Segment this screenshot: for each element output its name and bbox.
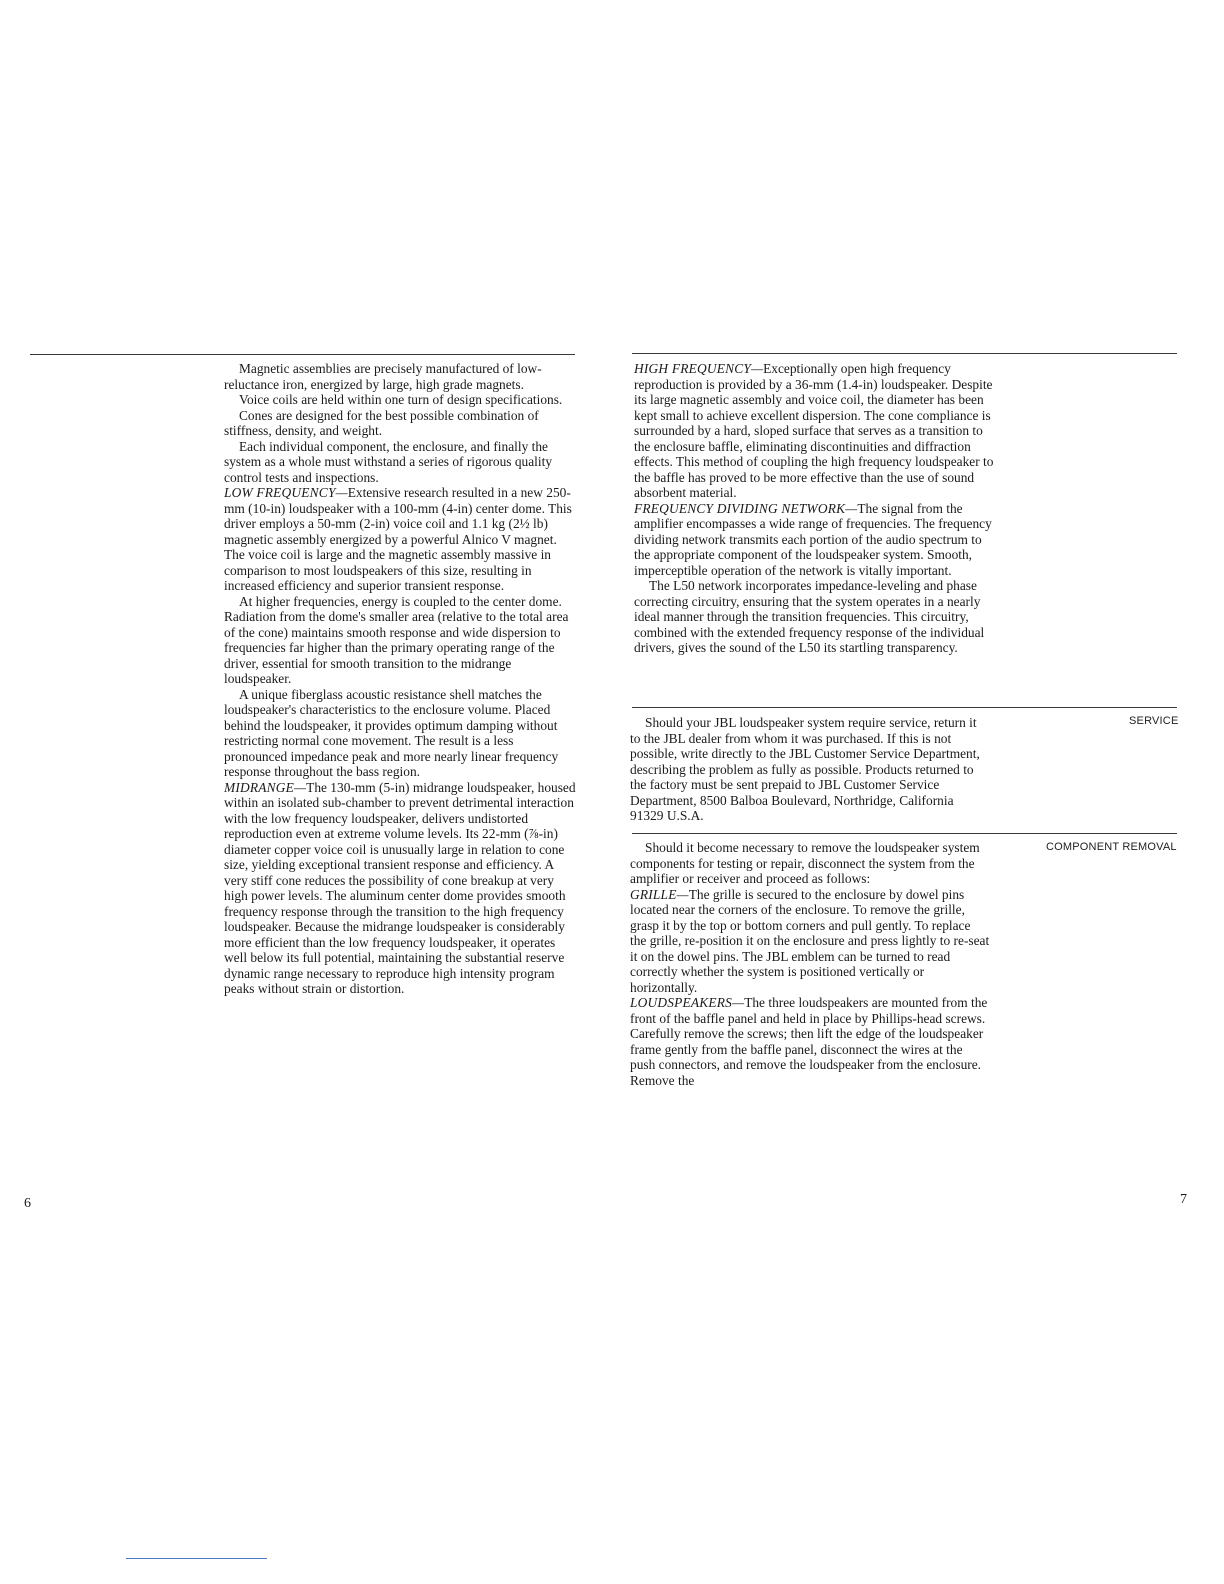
component-removal-heading: COMPONENT REMOVAL	[1046, 841, 1177, 853]
service-paragraph: Should your JBL loudspeaker system require service, return it to the JBL dealer from whom it was purchased. If this is not possible, write directly to the JBL Customer Service Department, describing the problem as fully as possible. Products returned to the factory must be sent prepaid to JBL Customer Service Department, 8500 Balboa Boulevard, Northridge, California 91329 U.S.A.	[630, 715, 980, 823]
right-top-rule	[632, 353, 1177, 354]
service-heading: SERVICE	[1129, 715, 1179, 727]
grille-paragraph: GRILLE—The grille is secured to the enclosure by dowel pins located near the corners of the enclosure. To remove the grille, grasp it by the top or bottom corners and pull gently. To replace the grille, re-position it on the enclosure and press lightly to re-seat it on the dowel pins. The JBL emblem can be turned to read correctly whether the system is positioned vertically or horizontally.	[630, 886, 990, 995]
midrange-paragraph: MIDRANGE—The 130-mm (5-in) midrange loudspeaker, housed within an isolated sub-chamber to prevent detrimental interaction with the low frequency loudspeaker, delivers undistorted reproduction even at extreme volume levels. Its 22-mm (⅞-in) diameter copper voice coil is unusually large in relation to cone size, yielding exceptional transient response and efficiency. A very stiff cone reduces the possibility of cone breakup at very high power levels. The aluminum center dome provides smooth frequency response through the transition to the high frequency loudspeaker. Because the midrange loudspeaker is considerably more efficient than the low frequency loudspeaker, it operates well below its full potential, maintaining the substantial reserve dynamic range necessary to reproduce high intensity program peaks without strain or distortion.	[224, 779, 576, 996]
low-frequency-paragraph: LOW FREQUENCY—Extensive research resulted in a new 250-mm (10-in) loudspeaker with a 100-mm (4-in) center dome. This driver employs a 50-mm (2-in) voice coil and 1.1 kg (2½ lb) magnetic assembly energized by a powerful Alnico V magnet. The voice coil is large and the magnetic assembly massive in comparison to most loudspeakers of this size, resulting in increased efficiency and superior transient response.	[224, 485, 572, 593]
scan-mark	[126, 1558, 267, 1559]
left-top-rule	[30, 354, 575, 355]
paragraph: A unique fiberglass acoustic resistance shell matches the loudspeaker's characteristics to the enclosure volume. Placed behind the loudspeaker, it provides optimum damping without restricting normal cone movement. The result is a less pronounced impedance peak and more nearly linear frequency response throughout the bass region.	[224, 686, 559, 779]
page-number-left: 6	[24, 1196, 31, 1211]
paragraph: Should it become necessary to remove the loudspeaker system components for testing or repair, disconnect the system from the amplifier or receiver and proceed as follows:	[630, 840, 980, 886]
page-number-right: 7	[1180, 1192, 1187, 1207]
paragraph: Each individual component, the enclosure, and finally the system as a whole must withstand a series of rigorous quality control tests and inspections.	[224, 438, 553, 485]
paragraph: Voice coils are held within one turn of design specifications.	[239, 392, 563, 407]
paragraph: Cones are designed for the best possible combination of stiffness, density, and weight.	[224, 407, 539, 438]
service-rule	[632, 707, 1177, 708]
run-in-heading: FREQUENCY DIVIDING NETWORK—	[634, 500, 858, 516]
run-in-heading: GRILLE—	[630, 886, 689, 902]
paragraph: Magnetic assemblies are precisely manufactured of low-reluctance iron, energized by large, high grade magnets.	[224, 361, 542, 392]
component-removal-rule	[632, 833, 1177, 834]
run-in-heading: HIGH FREQUENCY—	[634, 361, 764, 376]
paragraph: At higher frequencies, energy is coupled to the center dome. Radiation from the dome's smaller area (relative to the total area of the cone) maintains smooth response and wide dispersion to frequencies far higher than the primary operating range of the driver, essential for smooth transition to the midrange loudspeaker.	[224, 593, 569, 686]
run-in-heading: MIDRANGE—	[224, 779, 307, 795]
paragraph: The L50 network incorporates impedance-leveling and phase correcting circuitry, ensuring that the system operates in a nearly ideal manner through the transition frequencies. This circuitry, combined with the extended frequency response of the individual drivers, gives the sound of the L50 its startling transparency.	[634, 578, 985, 655]
high-frequency-paragraph: HIGH FREQUENCY—Exceptionally open high frequency reproduction is provided by a 36-mm (1.4-in) loudspeaker. Despite its large magnetic assembly and voice coil, the diameter has been kept small to achieve excellent dispersion. The cone compliance is surrounded by a hard, sloped surface that serves as a transition to the enclosure baffle, eliminating discontinuities and diffraction effects. This method of coupling the high frequency loudspeaker to the baffle has proved to be more effective than the use of sound absorbent material.	[634, 361, 994, 500]
run-in-heading: LOW FREQUENCY—	[224, 485, 348, 500]
right-page-column	[634, 361, 998, 656]
loudspeakers-paragraph: LOUDSPEAKERS—The three loudspeakers are mounted from the front of the baffle panel and held in place by Phillips-head screws. Carefully remove the screws; then lift the edge of the loudspeaker frame gently from the baffle panel, disconnect the wires at the push connectors, and remove the loudspeaker from the enclosure. Remove the	[630, 995, 988, 1088]
component-removal-section	[630, 840, 990, 1088]
left-page-column	[224, 361, 579, 997]
service-section	[630, 715, 980, 824]
network-paragraph: FREQUENCY DIVIDING NETWORK—The signal from the amplifier encompasses a wide range of frequencies. The frequency dividing network transmits each portion of the audio spectrum to the appropriate component of the loudspeaker system. Smooth, imperceptible operation of the network is vitally important.	[634, 500, 992, 578]
run-in-heading: LOUDSPEAKERS—	[630, 995, 745, 1010]
